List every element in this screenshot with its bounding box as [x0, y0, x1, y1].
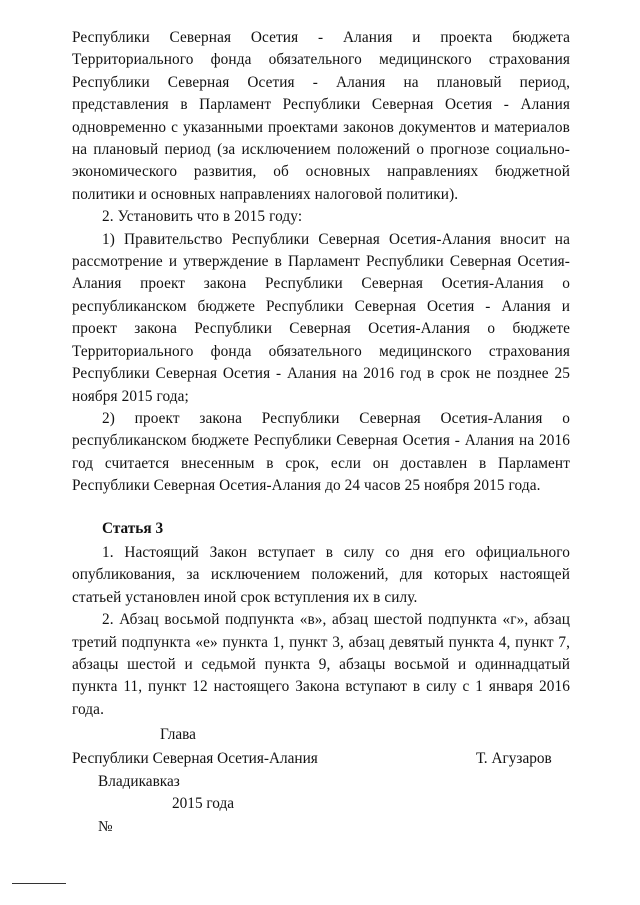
body-paragraph-subitem-2: 2) проект закона Республики Северная Осетия-Алания о республиканском бюджете Республики Северная Осетия - Алания на 2016 год считается внесенным в срок, если он доставлен в Парламент Республики Северная Осетия-Алания до 24 часов 25 ноября 2015 года. [72, 409, 570, 495]
article-text [72, 542, 570, 721]
signature-name: Т. Агузаров [476, 750, 552, 767]
article-paragraph-1: 1. Настоящий Закон вступает в силу со дня его официального опубликования, за исключением положений, для которых настоящей статьей установлен иной срок вступления их в силу. [72, 544, 570, 606]
body-paragraph-subitem-1: 1) Правительство Республики Северная Осетия-Алания вносит на рассмотрение и утверждение в Парламент Республики Северная Осетия-Алания проект закона Республики Северная Осетия-Алания о республиканском бюджете Республики Северная Осетия - Алания и проект закона Республики Северная Осетия-Алания о бюджете Территориального фонда обязательного медицинского страхования Республики Северная Осетия - Алания на 2016 год в срок не позднее 25 ноября 2015 года; [72, 230, 570, 405]
body-paragraph-item-2: 2. Установить что в 2015 году: [102, 208, 303, 226]
article-heading: Статья 3 [102, 520, 164, 537]
footnote-rule [12, 883, 66, 884]
signature-number: № [98, 818, 113, 835]
signature-organization: Республики Северная Осетия-Алания [72, 750, 318, 767]
article-paragraph-2: 2. Абзац восьмой подпункта «в», абзац шестой подпункта «г», абзац третий подпункта «е» пункта 1, пункт 3, абзац девятый пункта 4, пункт 7, абзацы шестой и седьмой пункта 9, абзацы восьмой и одиннадцатый пункта 11, пункт 12 настоящего Закона вступают в силу с 1 января 2016 года. [72, 611, 570, 718]
signature-city: Владикавказ [98, 773, 180, 790]
signature-title: Глава [160, 726, 196, 743]
signature-date: 2015 года [172, 795, 235, 812]
body-text [72, 27, 570, 498]
body-paragraph-continuation: Республики Северная Осетия - Алания и проекта бюджета Территориального фонда обязательного медицинского страхования Республики Северная Осетия - Алания на плановый период, представления в Парламент Республики Северная Осетия - Алания одновременно с указанными проектами законов документов и материалов на плановый период (за исключением положений о прогнозе социально-экономического развития, об основных направлениях бюджетной политики и основных направлениях налоговой политики). [72, 29, 570, 203]
